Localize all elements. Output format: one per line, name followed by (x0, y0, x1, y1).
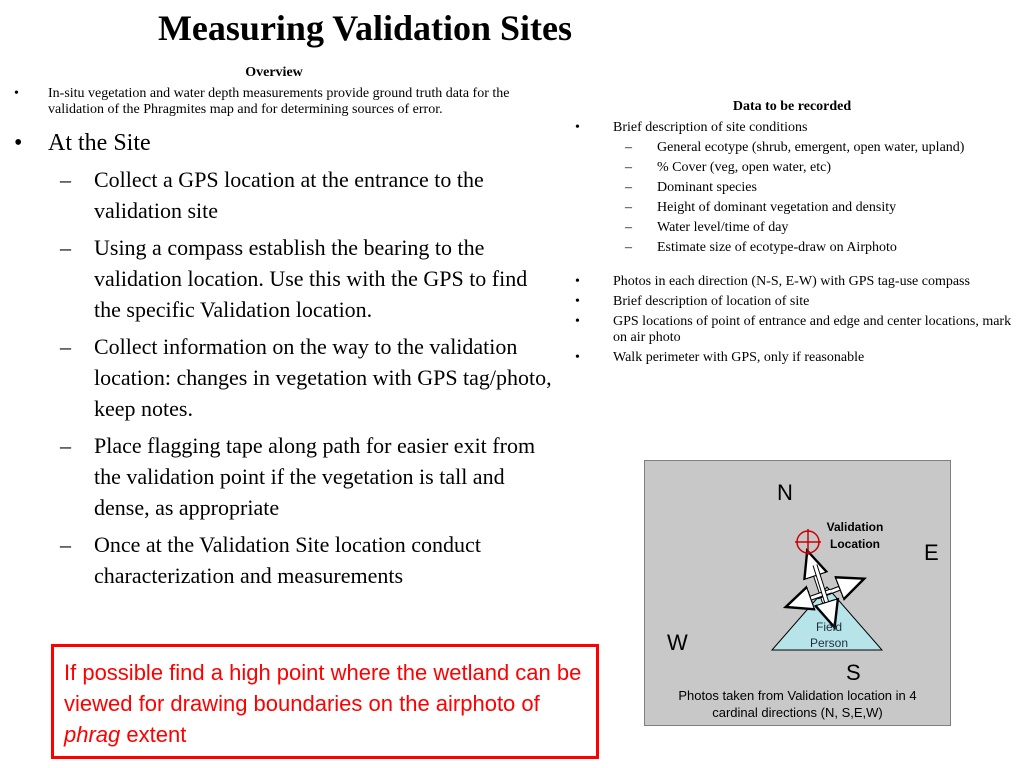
record-text: Walk perimeter with GPS, only if reasonable (613, 350, 865, 365)
list-item (14, 430, 556, 523)
condition-text: % Cover (veg, open water, etc) (657, 160, 831, 175)
list-item (572, 200, 1012, 216)
dash-icon: – (625, 160, 632, 175)
bullet-icon: • (575, 274, 580, 289)
overview-heading: Overview (245, 65, 303, 80)
east-label: E (924, 540, 939, 565)
list-item (572, 240, 1012, 256)
condition-text: Water level/time of day (657, 220, 789, 235)
callout-text: If possible find a high point where the wetland can be viewed for drawing boundaries on the airphoto of (64, 660, 582, 716)
list-item (572, 180, 1012, 196)
list-item (572, 294, 1012, 310)
step-text: Collect a GPS location at the entrance to the validation site (94, 167, 484, 223)
record-text: Brief description of location of site (613, 294, 810, 309)
dash-icon: – (625, 220, 632, 235)
overview-section (14, 64, 556, 591)
bullet-icon: • (14, 130, 23, 156)
condition-text: Estimate size of ecotype-draw on Airphoto (657, 240, 897, 255)
south-label: S (846, 660, 861, 685)
dash-icon: – (60, 235, 71, 260)
condition-text: General ecotype (shrub, emergent, open water, upland) (657, 140, 965, 155)
bullet-icon: • (575, 314, 580, 329)
site-conditions-list (572, 140, 1012, 256)
dash-icon: – (60, 334, 71, 359)
dash-icon: – (60, 433, 71, 458)
condition-text: Dominant species (657, 180, 757, 195)
dash-icon: – (625, 140, 632, 155)
site-conditions-label: Brief description of site conditions (613, 120, 808, 135)
list-item (14, 164, 556, 226)
at-site-item (14, 128, 556, 158)
north-label: N (777, 480, 793, 505)
data-recorded-section (572, 98, 1012, 366)
list-item (14, 232, 556, 325)
step-text: Once at the Validation Site location conduct characterization and measurements (94, 532, 481, 588)
dash-icon: – (625, 240, 632, 255)
step-text: Place flagging tape along path for easier exit from the validation point if the vegetation is tall and dense, as appropriate (94, 433, 536, 520)
at-site-label: At the Site (48, 130, 151, 156)
list-item (572, 314, 1012, 346)
condition-text: Height of dominant vegetation and density (657, 200, 897, 215)
overview-intro: In-situ vegetation and water depth measurements provide ground truth data for the validation of the Phragmites map and for determining sources of error. (48, 86, 510, 117)
spacer (572, 256, 1012, 270)
dash-icon: – (625, 180, 632, 195)
validation-location-label: Validation Location (826, 520, 884, 551)
callout-text-end: extent (120, 722, 187, 747)
bullet-icon: • (575, 120, 580, 135)
dash-icon: – (60, 167, 71, 192)
list-item (572, 274, 1012, 290)
west-label: W (667, 630, 688, 655)
step-text: Collect information on the way to the validation location: changes in vegetation with GPS tag/photo, keep notes. (94, 334, 552, 421)
list-item (572, 120, 1012, 136)
list-item (572, 140, 1012, 156)
list-item (14, 529, 556, 591)
list-item (14, 331, 556, 424)
diagram-graphic (645, 461, 950, 725)
bullet-icon: • (14, 86, 19, 101)
record-text: GPS locations of point of entrance and edge and center locations, mark on air photo (613, 314, 1012, 345)
page-title: Measuring Validation Sites (157, 8, 573, 48)
list-item (572, 220, 1012, 236)
bullet-icon: • (575, 350, 580, 365)
record-text: Photos in each direction (N-S, E-W) with GPS tag-use compass (613, 274, 970, 289)
field-person-label: Field Person (809, 620, 849, 650)
step-text: Using a compass establish the bearing to the validation location. Use this with the GPS to find the specific Validation location. (94, 235, 528, 322)
at-site-steps (14, 164, 556, 591)
overview-list (14, 86, 556, 118)
diagram-caption: Photos taken from Validation location in 4 cardinal directions (N, S,E,W) (678, 688, 917, 720)
callout-italic: phrag (64, 722, 121, 747)
data-recorded-heading: Data to be recorded (732, 99, 852, 114)
bullet-icon: • (575, 294, 580, 309)
validation-diagram (644, 460, 951, 726)
dash-icon: – (60, 532, 71, 557)
list-item (572, 350, 1012, 366)
dash-icon: – (625, 200, 632, 215)
list-item (14, 86, 556, 118)
high-point-callout (51, 644, 599, 759)
list-item (572, 160, 1012, 176)
